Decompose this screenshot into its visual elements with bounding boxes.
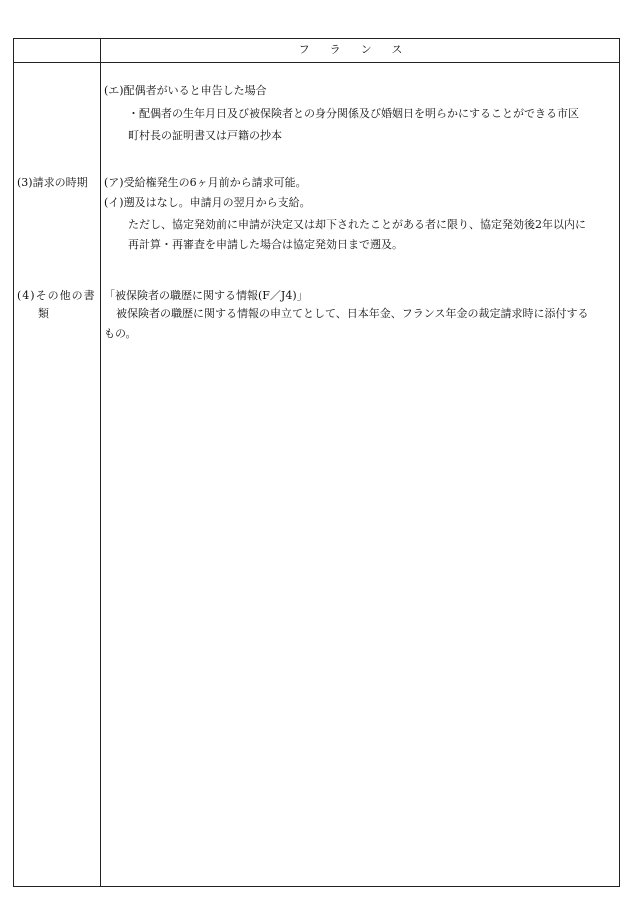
spouse-bullet-line2: 町村長の証明書又は戸籍の抄本 xyxy=(128,129,282,142)
header-divider xyxy=(13,62,620,63)
spouse-bullet-line1: ・配偶者の生年月日及び被保険者との身分関係及び婚姻日を明らかにすることができる市区 xyxy=(128,107,579,120)
claim-period-item-a: (ア)受給権発生の6ヶ月前から請求可能。 xyxy=(104,176,307,189)
column-header-france: フランス xyxy=(298,43,423,56)
other-docs-title: 「被保険者の職歴に関する情報(F／J4)」 xyxy=(104,289,308,302)
claim-period-item-i: (イ)遡及はなし。申請月の翌月から支給。 xyxy=(104,196,311,209)
other-docs-desc-line1: 被保険者の職歴に関する情報の申立てとして、日本年金、フランス年金の裁定請求時に添付する xyxy=(116,307,589,320)
other-docs-label-line2: 類 xyxy=(38,307,49,320)
claim-period-note-line2: 再計算・再審査を申請した場合は協定発効日まで遡及。 xyxy=(128,238,403,251)
other-docs-label-line1: (4)その他の書 xyxy=(17,289,96,302)
spouse-heading: (エ)配偶者がいると申告した場合 xyxy=(104,84,267,97)
claim-period-label: (3)請求の時期 xyxy=(17,176,88,189)
document-table xyxy=(13,38,620,887)
other-docs-desc-line2: もの。 xyxy=(104,327,137,340)
column-divider xyxy=(100,38,101,887)
claim-period-note-line1: ただし、協定発効前に申請が決定又は却下されたことがある者に限り、協定発効後2年以内に xyxy=(128,218,586,231)
